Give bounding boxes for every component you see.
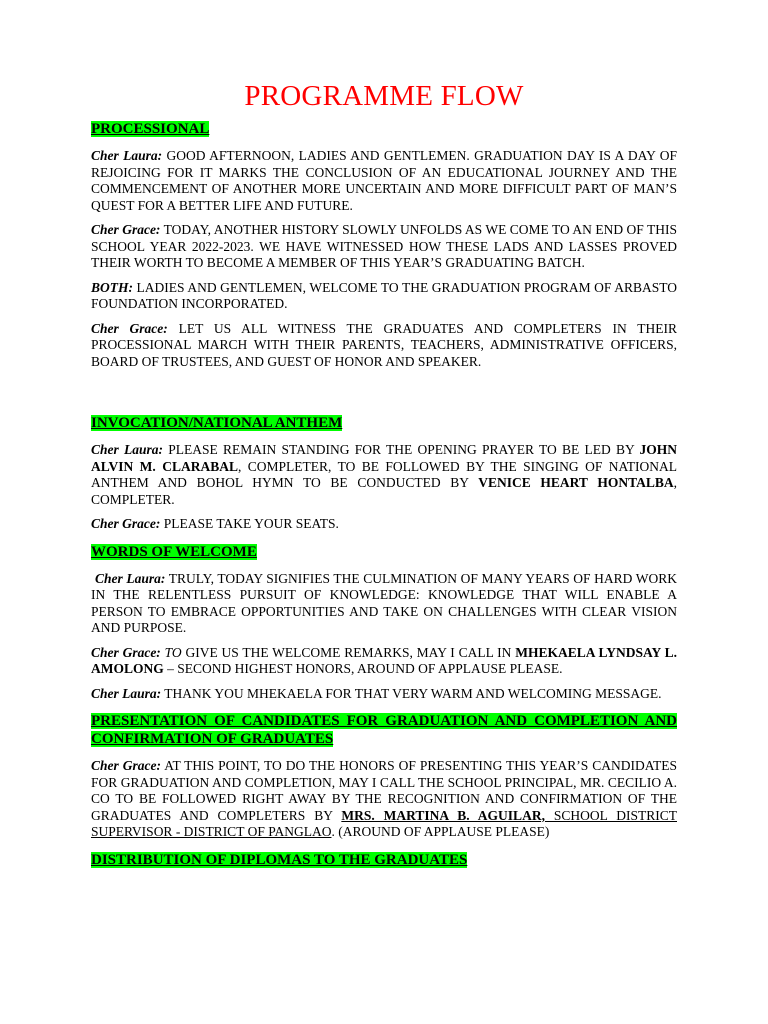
page-title: PROGRAMME FLOW [244,80,524,112]
paragraph-text: TRULY, TODAY SIGNIFIES THE CULMINATION OF MANY YEARS OF HARD WORK IN THE RELENTLESS PURSUIT OF KNOWLEDGE: KNOWLEDGE THAT WILL ENABLE A PERSON TO EMBRACE OPPORTUNITIES AND TAKE ON CHALLENGES WITH CLEAR VISION AND PURPOSE. [91,570,678,635]
section-presentation [91,712,677,748]
paragraph [91,442,677,508]
speaker-label: Cher Laura: [91,148,163,163]
speaker-label: Cher Laura: [91,442,164,457]
paragraph-text: , COMPLETER, TO BE FOLLOWED BY THE SINGING OF NATIONAL ANTHEM AND BOHOL HYMN TO BE CONDUCTED BY [91,458,677,490]
paragraph-text: PLEASE REMAIN STANDING FOR THE OPENING PRAYER TO BE LED BY [163,442,640,457]
person-name: VENICE HEART HONTALBA [478,475,674,490]
paragraph [91,516,677,533]
paragraph-text: AT THIS POINT, TO DO THE HONORS OF PRESENTING THIS YEAR’S CANDIDATES FOR GRADUATION AND COMPLETION, MAY I CALL THE SCHOOL PRINCIPAL, MR. CECILIO A. CO TO BE FOLLOWED RIGHT AWAY BY THE RECOGNITION AND CONFIRMATION OF THE GRADUATES AND COMPLETERS BY [91,758,677,823]
paragraph-text: THANK YOU MHEKAELA FOR THAT VERY WARM AND WELCOMING MESSAGE. [161,685,662,701]
person-name: MHEKAELA LYNDSAY L. AMOLONG [91,644,678,676]
paragraph-text: LADIES AND GENTLEMEN, WELCOME TO THE GRADUATION PROGRAM OF ARBASTO FOUNDATION INCORPORATED. [91,279,677,311]
paragraph [91,222,677,272]
paragraph [91,758,677,841]
paragraph-text: GIVE US THE WELCOME REMARKS, MAY I CALL IN [181,644,516,660]
speaker-label: Cher Grace: [91,644,161,660]
section-welcome [91,543,677,561]
section-processional [91,120,677,138]
speaker-label: Cher Laura: [91,685,162,701]
speaker-label: Cher Grace: [91,758,161,773]
paragraph-text: GOOD AFTERNOON, LADIES AND GENTLEMEN. GRADUATION DAY IS A DAY OF REJOICING FOR IT MARKS THE CONCLUSION OF AN EDUCATIONAL JOURNEY AND THE COMMENCEMENT OF ANOTHER MORE UNCERTAIN AND MORE DIFFICULT PART OF MAN’S QUEST FOR A BETTER LIFE AND FUTURE. [91,148,678,213]
paragraph-text: LET US ALL WITNESS THE GRADUATES AND COMPLETERS IN THEIR PROCESSIONAL MARCH WITH THEIR PARENTS, TEACHERS, ADMINISTRATIVE OFFICERS, BOARD OF TRUSTEES, AND GUEST OF HONOR AND SPEAKER. [91,320,677,369]
paragraph-text: . (AROUND OF APPLAUSE PLEASE) [331,824,550,839]
speaker-label: BOTH: [91,279,133,295]
paragraph-text: – SECOND HIGHEST HONORS, AROUND OF APPLAUSE PLEASE. [163,661,563,676]
paragraph [91,571,677,637]
section-heading-presentation: PRESENTATION OF CANDIDATES FOR GRADUATION AND COMPLETION AND CONFIRMATION OF GRADUATES [91,713,677,747]
paragraph-text: TO [164,644,182,660]
paragraph-text: TODAY, ANOTHER HISTORY SLOWLY UNFOLDS AS WE COME TO AN END OF THIS SCHOOL YEAR 2022-2023. WE HAVE WITNESSED HOW THESE LADS AND LASSES PROVED THEIR WORTH TO BECOME A MEMBER OF THIS YEAR’S GRADUATING BATCH. [91,222,677,270]
speaker-label: Cher Grace: [91,320,168,336]
section-heading-processional: PROCESSIONAL [91,121,210,137]
section-heading-welcome: WORDS OF WELCOME [91,543,257,560]
speaker-label: Cher Grace: [91,516,161,531]
paragraph [91,686,677,703]
office-title: SCHOOL DISTRICT SUPERVISOR - DISTRICT OF PANGLAO [91,807,677,839]
section-heading-invocation: INVOCATION/NATIONAL ANTHEM [91,415,343,431]
paragraph [91,148,677,214]
paragraph [91,280,677,313]
person-name: JOHN ALVIN M. CLARABAL [91,442,677,474]
speaker-label: Cher Grace: [91,222,161,237]
section-heading-diplomas: DISTRIBUTION OF DIPLOMAS TO THE GRADUATES [91,851,468,868]
spacer [91,378,677,404]
paragraph-text: , COMPLETER. [91,475,677,507]
person-name: MRS. MARTINA B. AGUILAR, [341,807,545,823]
section-invocation [91,414,677,432]
paragraph-text: PLEASE TAKE YOUR SEATS. [160,516,339,531]
speaker-label: Cher Laura: [95,570,166,586]
paragraph [91,645,677,678]
paragraph [91,321,677,371]
section-diplomas [91,851,677,869]
